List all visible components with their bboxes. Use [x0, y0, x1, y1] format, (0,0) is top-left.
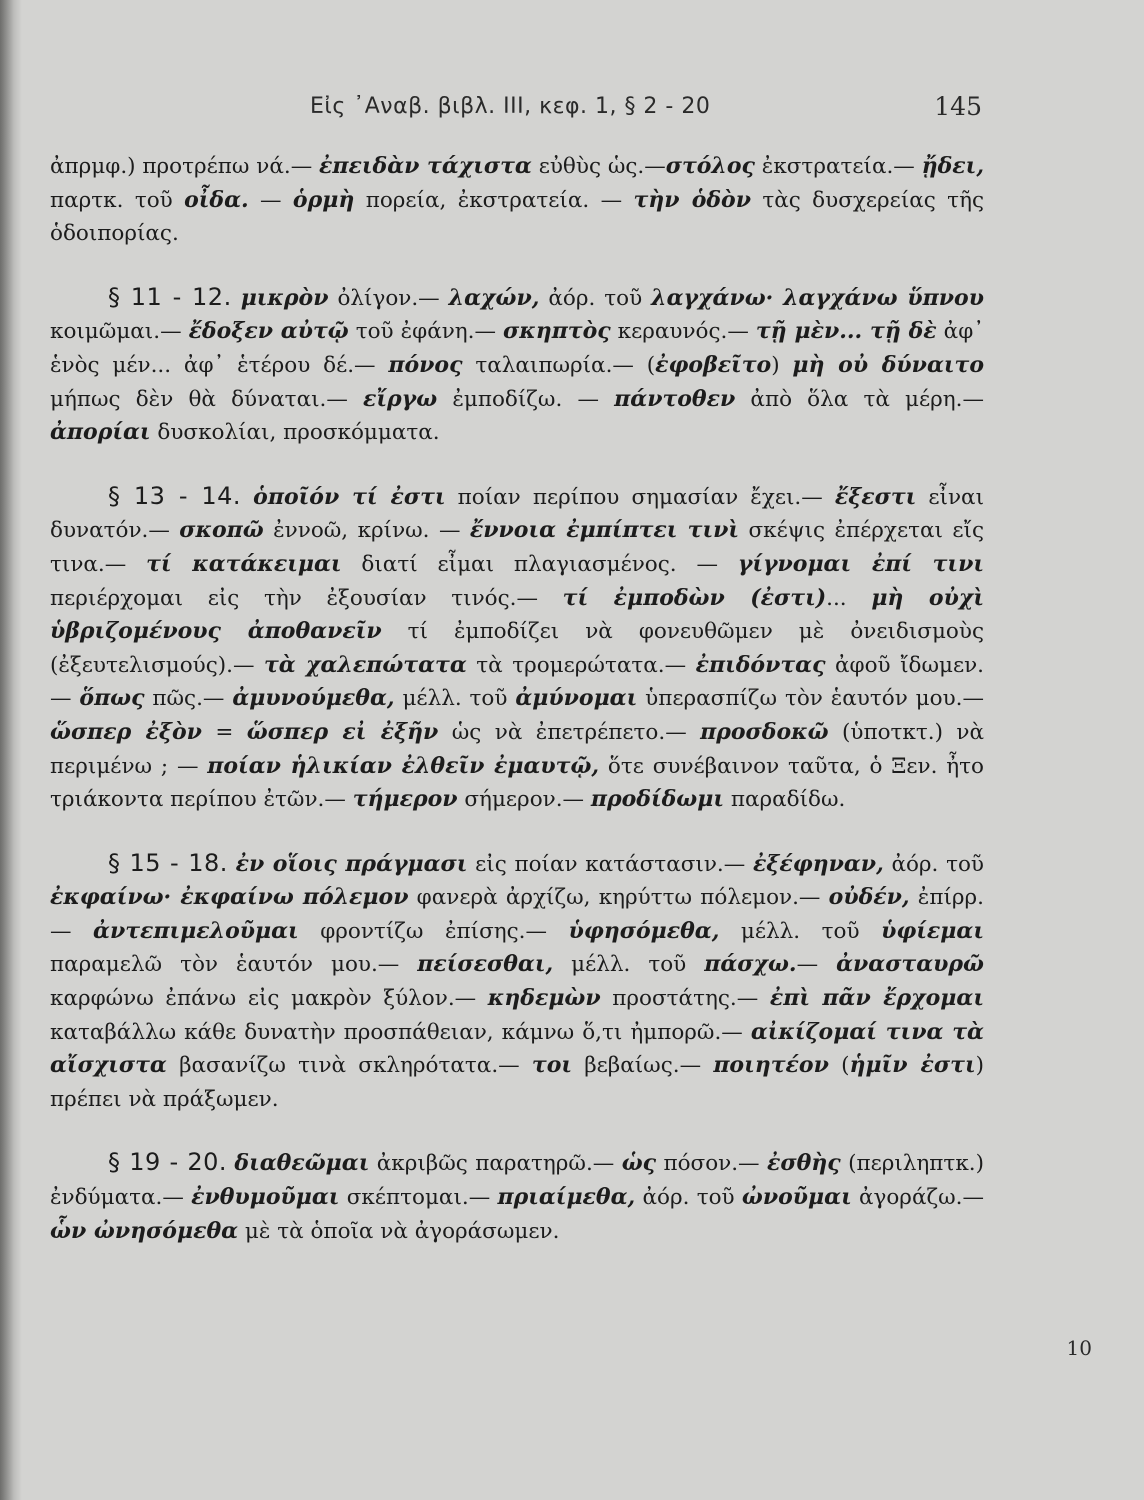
- gloss-text: ἀφ᾿ ἑνὸς μέν... ἀφ᾿ ἑτέρου δέ.—: [50, 319, 984, 378]
- headword: προσδοκῶ: [700, 718, 829, 745]
- headword: πόνος: [388, 351, 463, 378]
- paragraph-continuation: [50, 150, 984, 251]
- headword: μικρὸν: [240, 284, 329, 311]
- gloss-text: ὡς νὰ ἐπετρέπετο.—: [438, 719, 701, 745]
- headword: λαχών,: [448, 284, 540, 311]
- headword: ποίαν ἡλικίαν ἐλθεῖν ἐμαυτῷ,: [207, 752, 600, 779]
- headword: τοι: [531, 1052, 573, 1079]
- headword: ἐκφαίνω· ἐκφαίνω πόλεμον: [50, 884, 409, 911]
- headword: ὧν ὠνησόμεθα: [50, 1217, 239, 1244]
- headword: ἀπορίαι: [50, 419, 151, 446]
- gloss-text: =: [201, 719, 247, 745]
- gloss-text: ἀόρ. τοῦ: [883, 851, 984, 877]
- section-marker: § 15 - 18.: [108, 848, 228, 877]
- gloss-text: μήπως δὲν θὰ δύναται.—: [50, 386, 364, 412]
- headword: ᾔδει,: [921, 153, 984, 179]
- gloss-text: εἶναι δυνατόν.—: [50, 484, 985, 544]
- headword: ἀμύνομαι: [515, 685, 638, 712]
- gloss-text: τί ἐμποδίζει νὰ φονευθῶμεν μὲ ὀνειδισμοὺς (ἐξευτελισμούς).—: [50, 619, 984, 678]
- gloss-text: πῶς.—: [144, 686, 233, 712]
- headword: τὰ χαλεπώτατα: [264, 651, 467, 678]
- gloss-text: εὐθὺς ὡς.—: [531, 154, 666, 179]
- headword: τί ἐμποδὼν (ἐστι): [562, 584, 827, 611]
- headword: ὠνοῦμαι: [741, 1184, 852, 1211]
- gloss-text: ) πρέπει νὰ πράξωμεν.: [50, 1053, 984, 1112]
- gloss-text: δυσκολίαι, προσκόμματα.: [150, 420, 440, 446]
- headword: ὥσπερ εἰ ἐξῆν: [246, 718, 439, 745]
- gloss-text: περιέρχομαι εἰς τὴν ἐξουσίαν τινός.—: [50, 585, 563, 611]
- gloss-text: προστάτης.—: [600, 986, 770, 1012]
- paragraph-section-13-14: [50, 480, 984, 817]
- headword: τὴν ὁδὸν: [633, 186, 751, 213]
- gloss-text: ἐννοῶ, κρίνω. —: [263, 518, 470, 544]
- book-page: [50, 0, 984, 1500]
- gloss-text: (: [828, 1053, 850, 1079]
- page-header: [50, 88, 984, 128]
- headword: αἰκίζομαί τινα τὰ αἴσχιστα: [50, 1018, 984, 1079]
- gloss-text: μέλλ. τοῦ: [719, 918, 882, 944]
- headword: ἔδοξεν αὐτῷ: [188, 318, 349, 345]
- headword: ἀμυνούμεθα,: [232, 685, 395, 712]
- gloss-text: —: [248, 187, 293, 213]
- headword: πάντοθεν: [614, 385, 736, 412]
- headword: ποιητέον: [713, 1052, 829, 1079]
- gloss-text: ὀλίγον.—: [328, 285, 449, 311]
- headword: ἐσθὴς: [766, 1150, 841, 1177]
- headword: οἶδα.: [184, 186, 249, 213]
- gloss-text: ἀπρμφ.) προτρέπω νά.—: [50, 154, 320, 179]
- gloss-text: κοιμῶμαι.—: [50, 319, 189, 345]
- headword: ἐνθυμοῦμαι: [191, 1184, 340, 1211]
- gloss-text: παρτκ. τοῦ: [50, 187, 185, 213]
- gloss-text: ἐκστρατεία.—: [754, 154, 922, 179]
- gloss-text: καταβάλλω κάθε δυνατὴν προσπάθειαν, κάμνω ὅ,τι ἠμπορῶ.—: [50, 1019, 751, 1045]
- headword: πριαίμεθα,: [497, 1184, 636, 1211]
- headword: πείσεσθαι,: [417, 951, 554, 978]
- gloss-text: βασανίζω τινὰ σκληρότατα.—: [166, 1053, 532, 1079]
- gloss-text: σκέψις ἐπέρχεται εἴς τινα.—: [50, 518, 984, 577]
- page-number: 145: [934, 92, 982, 121]
- headword: πάσχω.: [704, 951, 797, 978]
- paragraph-section-19-20: [50, 1146, 984, 1248]
- gloss-text: καρφώνω ἐπάνω εἰς μακρὸν ξύλον.—: [50, 986, 488, 1012]
- headword: μὴ οὐ δύναιτο: [792, 351, 984, 378]
- running-head: Εἰς ᾿Αναβ. βιβλ. ΙΙΙ, κεφ. 1, § 2 - 20: [310, 94, 711, 119]
- headword: εἴργω: [363, 385, 438, 412]
- headword: τῇ μὲν... τῇ δὲ: [755, 318, 937, 345]
- gloss-text: ἀκριβῶς παρατηρῶ.—: [369, 1151, 622, 1177]
- gloss-text: ἀόρ. τοῦ: [635, 1185, 742, 1211]
- gloss-text: τοῦ ἐφάνη.—: [348, 319, 503, 345]
- headword: μὴ οὐχὶ ὑβριζομένους ἀποθανεῖν: [50, 584, 984, 645]
- signature-mark: 10: [1066, 1336, 1092, 1360]
- gloss-text: τὰ τρομερώτατα.—: [466, 652, 696, 678]
- headword: ἐφοβεῖτο: [655, 351, 772, 378]
- headword: ἡμῖν ἐστι: [849, 1052, 976, 1079]
- gloss-text: παραμελῶ τὸν ἑαυτόν μου.—: [50, 952, 418, 978]
- headword: ἀντεπιμελοῦμαι: [93, 917, 299, 944]
- headword: ἔξεστι: [834, 483, 917, 510]
- headword: ὥσπερ ἐξὸν: [50, 718, 202, 745]
- gloss-text: ὑπερασπίζω τὸν ἑαυτόν μου.—: [637, 686, 984, 712]
- gloss-text: ἀφοῦ ἴδωμεν.—: [50, 652, 985, 712]
- headword: οὐδέν,: [828, 884, 910, 911]
- gloss-text: ὅτε συνέβαινον ταῦτα, ὁ Ξεν. ἦτο τριάκοντα περίπου ἐτῶν.—: [50, 753, 985, 813]
- section-marker: § 19 - 20.: [108, 1148, 227, 1177]
- headword: ἀνασταυρῶ: [836, 951, 984, 978]
- gloss-text: ἀπὸ ὅλα τὰ μέρη.—: [735, 386, 984, 412]
- headword: ὅπως: [79, 685, 145, 712]
- gloss-text: (ὑποτκτ.) νὰ περιμένω ; —: [50, 719, 985, 779]
- gloss-text: ποίαν περίπου σημασίαν ἔχει.—: [445, 484, 835, 510]
- gloss-text: φροντίζω ἐπίσης.—: [298, 918, 569, 944]
- gloss-text: παραδίδω.: [723, 787, 846, 813]
- headword: σκηπτὸς: [503, 318, 611, 345]
- gloss-text: ἀόρ. τοῦ: [539, 285, 652, 311]
- gloss-text: ἀγοράζω.—: [851, 1185, 984, 1211]
- gloss-text: —: [796, 952, 837, 978]
- gloss-text: ταλαιπωρία.— (: [462, 352, 656, 378]
- headword: τήμερον: [352, 786, 458, 813]
- paragraph-section-11-12: [50, 281, 984, 450]
- gloss-text: (περιληπτκ.) ἐνδύματα.—: [50, 1151, 984, 1211]
- gloss-text: βεβαίως.—: [572, 1053, 714, 1079]
- gloss-text: εἰς ποίαν κατάστασιν.—: [467, 851, 753, 877]
- page-binding-edge: [0, 0, 22, 1500]
- headword: λαγχάνω· λαγχάνω ὕπνου: [651, 284, 984, 311]
- gloss-text: μέλλ. τοῦ: [394, 686, 516, 712]
- headword: ἐπὶ πᾶν ἔρχομαι: [769, 985, 984, 1012]
- gloss-text: φανερὰ ἀρχίζω, κηρύττω πόλεμον.—: [408, 885, 829, 911]
- headword: ἐξέφηναν,: [752, 850, 884, 877]
- gloss-text: πορεία, ἐκστρατεία. —: [354, 187, 634, 213]
- headword: ἐπειδὰν τάχιστα: [319, 153, 532, 179]
- headword: κηδεμὼν: [487, 985, 601, 1012]
- gloss-text: ἐμποδίζω. —: [437, 386, 615, 412]
- section-marker: § 13 - 14.: [108, 481, 242, 510]
- headword: ὁρμὴ: [292, 186, 355, 213]
- headword: ὡς: [621, 1150, 657, 1177]
- headword: σκοπῶ: [179, 517, 264, 544]
- gloss-text: ἐπίρρ.—: [50, 885, 984, 944]
- headword: ὁποῖόν τί ἐστι: [253, 483, 446, 510]
- headword: τί κατάκειμαι: [146, 550, 342, 577]
- section-marker: § 11 - 12.: [108, 282, 232, 311]
- headword: προδίδωμι: [590, 786, 724, 813]
- headword: διαθεῶμαι: [234, 1150, 370, 1177]
- page-body: [50, 150, 984, 1278]
- gloss-text: διατί εἶμαι πλαγιασμένος. —: [341, 551, 738, 577]
- gloss-text: τὰς δυσχερείας τῆς ὁδοιπορίας.: [50, 187, 984, 247]
- gloss-text: μέλλ. τοῦ: [553, 952, 705, 978]
- paragraph-section-15-18: [50, 847, 984, 1117]
- gloss-text: ...: [826, 585, 872, 611]
- gloss-text: κεραυνός.—: [610, 319, 756, 345]
- headword: ἐπιδόντας: [695, 651, 826, 678]
- gloss-text: σήμερον.—: [457, 787, 591, 813]
- gloss-text: σκέπτομαι.—: [339, 1185, 498, 1211]
- gloss-text: πόσον.—: [656, 1151, 767, 1177]
- gloss-text: ): [771, 352, 793, 378]
- headword: ὑφίεμαι: [881, 917, 984, 944]
- headword: στόλος: [665, 153, 755, 179]
- headword: ἔννοια ἐμπίπτει τινὶ: [469, 517, 740, 544]
- headword: γίγνομαι ἐπί τινι: [737, 550, 984, 577]
- gloss-text: μὲ τὰ ὁποῖα νὰ ἀγοράσωμεν.: [238, 1218, 560, 1244]
- headword: ὑφησόμεθα,: [568, 917, 720, 944]
- headword: ἐν οἵοις πράγμασι: [235, 850, 468, 877]
